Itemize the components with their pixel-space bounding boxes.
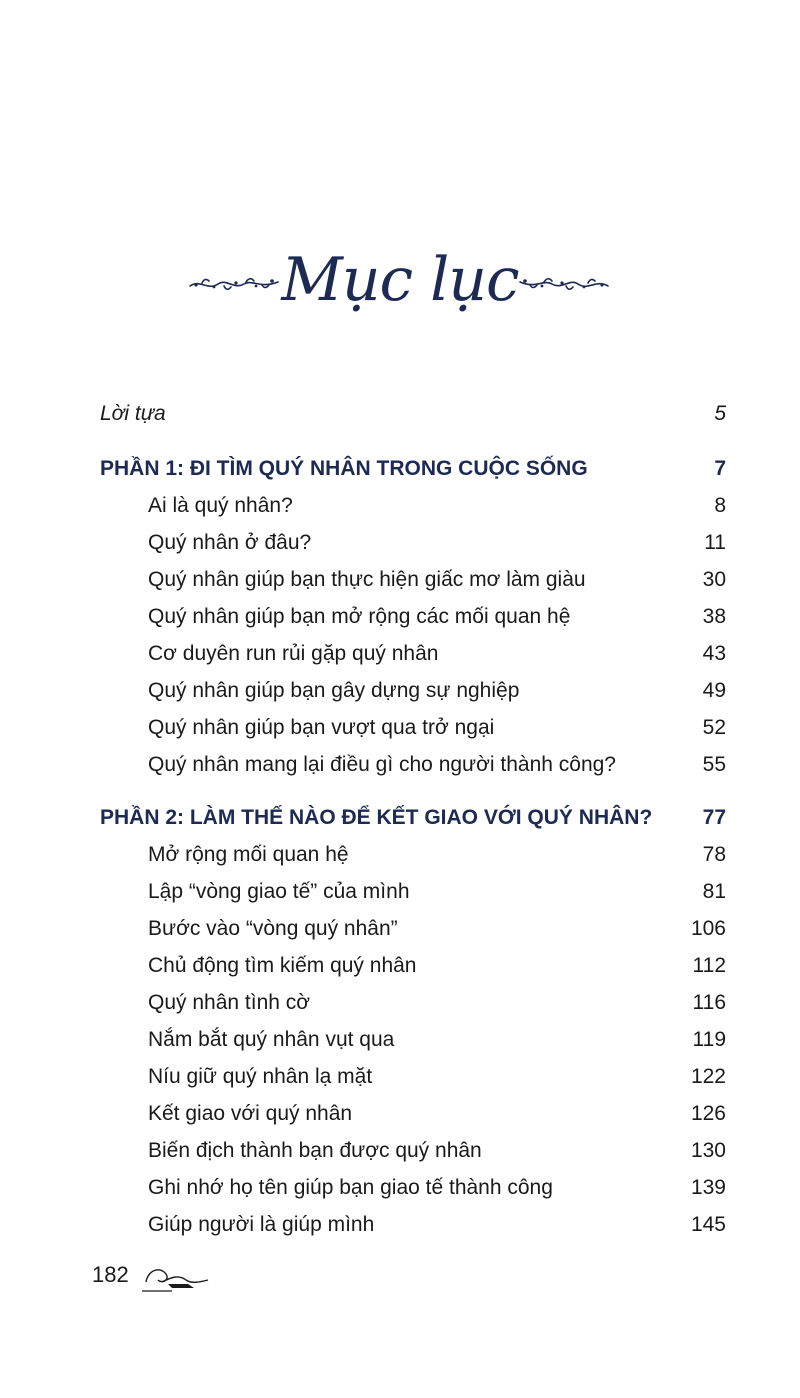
entry-title: Níu giữ quý nhân lạ mặt [148, 1065, 373, 1088]
entry-title: Cơ duyên run rủi gặp quý nhân [148, 642, 439, 665]
entry-title: Lời tựa [100, 402, 166, 425]
entry-title: Ghi nhớ họ tên giúp bạn giao tế thành công [148, 1176, 553, 1199]
part-page: 7 [714, 457, 726, 480]
part-title: PHẦN 2: LÀM THẾ NÀO ĐỂ KẾT GIAO VỚI QUÝ NHÂN? [100, 806, 653, 829]
entry-title: Kết giao với quý nhân [148, 1102, 353, 1125]
toc-entry[interactable] [0, 491, 800, 521]
toc-part-1[interactable] [0, 454, 800, 484]
entry-page: 119 [692, 1028, 726, 1051]
toc-entry[interactable] [0, 1062, 800, 1092]
entry-page: 38 [702, 605, 726, 628]
entry-page: 122 [690, 1065, 726, 1088]
entry-title: Lập “vòng giao tế” của mình [148, 880, 410, 903]
toc-entry[interactable] [0, 639, 800, 669]
entry-title: Quý nhân giúp bạn vượt qua trở ngại [148, 716, 495, 739]
entry-title: Nắm bắt quý nhân vụt qua [148, 1028, 395, 1051]
part-title: PHẦN 1: ĐI TÌM QUÝ NHÂN TRONG CUỘC SỐNG [100, 457, 588, 480]
page-number: 182 [92, 1262, 129, 1287]
toc-title: Mục lục [281, 245, 519, 315]
toc-entry[interactable] [0, 750, 800, 780]
entry-page: 130 [690, 1139, 726, 1162]
entry-title: Biến địch thành bạn được quý nhân [148, 1139, 482, 1162]
part-page: 77 [702, 806, 726, 829]
entry-page: 116 [692, 991, 726, 1014]
toc-entry[interactable] [0, 1025, 800, 1055]
entry-title: Quý nhân giúp bạn gây dựng sự nghiệp [148, 679, 520, 702]
toc-entry[interactable] [0, 1210, 800, 1240]
entry-title: Quý nhân tình cờ [148, 991, 311, 1014]
entry-page: 30 [702, 568, 726, 591]
toc-entry[interactable] [0, 1173, 800, 1203]
entry-title: Quý nhân ở đâu? [148, 531, 312, 554]
toc-entry[interactable] [0, 951, 800, 981]
entry-title: Quý nhân giúp bạn mở rộng các mối quan hệ [148, 605, 571, 628]
entry-title: Quý nhân giúp bạn thực hiện giấc mơ làm giàu [148, 568, 586, 591]
toc-entry[interactable] [0, 914, 800, 944]
entry-page: 112 [692, 954, 726, 977]
entry-page: 11 [704, 531, 726, 554]
entry-title: Mở rộng mối quan hệ [148, 843, 349, 866]
floral-vine-ornament-icon [518, 273, 610, 295]
toc-entry[interactable] [0, 1136, 800, 1166]
entry-title: Bước vào “vòng quý nhân” [148, 917, 398, 940]
toc-header [0, 245, 800, 335]
entry-page: 55 [702, 753, 726, 776]
entry-page: 81 [702, 880, 726, 903]
entry-page: 106 [690, 917, 726, 940]
toc-entry[interactable] [0, 988, 800, 1018]
entry-page: 8 [714, 494, 726, 517]
toc-entry[interactable] [0, 676, 800, 706]
page-footer [92, 1260, 232, 1300]
entry-title: Quý nhân mang lại điều gì cho người thành công? [148, 753, 616, 776]
toc-entry[interactable] [0, 713, 800, 743]
toc-entry[interactable] [0, 565, 800, 595]
entry-page: 126 [690, 1102, 726, 1125]
toc-entry[interactable] [0, 528, 800, 558]
toc-entry[interactable] [0, 602, 800, 632]
entry-page: 139 [690, 1176, 726, 1199]
entry-page: 5 [714, 402, 726, 425]
entry-title: Ai là quý nhân? [148, 494, 293, 517]
toc-entry-preface[interactable] [0, 399, 800, 429]
entry-title: Giúp người là giúp mình [148, 1213, 375, 1236]
toc-part-2[interactable] [0, 803, 800, 833]
entry-page: 78 [702, 843, 726, 866]
toc-entry[interactable] [0, 877, 800, 907]
toc-entry[interactable] [0, 1099, 800, 1129]
entry-page: 145 [690, 1213, 726, 1236]
entry-page: 43 [702, 642, 726, 665]
entry-page: 52 [702, 716, 726, 739]
entry-title: Chủ động tìm kiếm quý nhân [148, 954, 417, 977]
entry-page: 49 [702, 679, 726, 702]
toc-entry[interactable] [0, 840, 800, 870]
seal-swirl-ornament-icon [142, 1260, 212, 1294]
